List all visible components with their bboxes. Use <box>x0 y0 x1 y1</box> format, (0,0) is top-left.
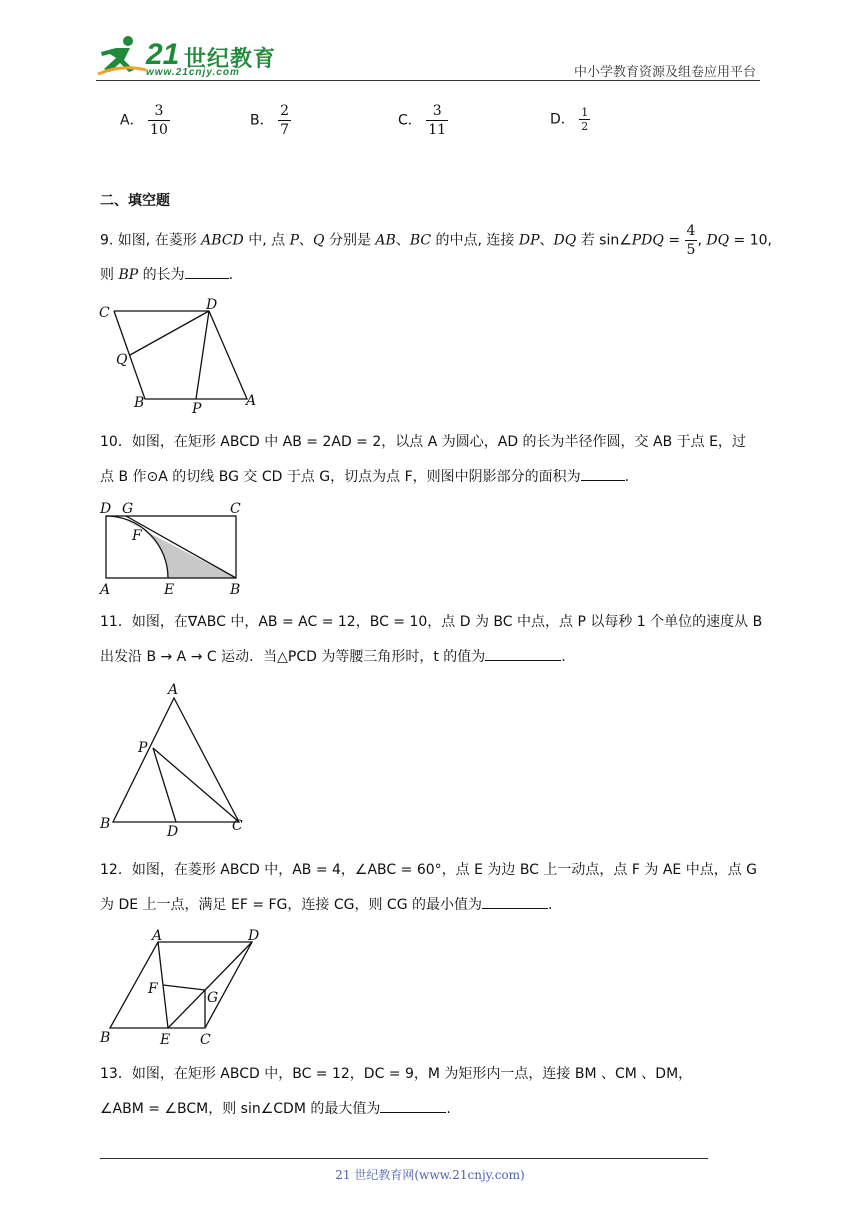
q11-triangle <box>113 698 239 822</box>
q11-label-d: D <box>167 824 179 840</box>
q11-text-line2: 出发沿 B → A → C 运动．当△PCD 为等腰三角形时，t 的值为 . <box>100 646 566 667</box>
q8-option-c: C． $\frac{3}{11}$ <box>398 103 447 138</box>
q12-text-line1: 12．如图，在菱形 ABCD 中，AB = 4，∠ABC = 60°，点 E 为边 BC 上一动点，点 F 为 AE 中点，点 G <box>100 862 757 878</box>
q12-figure <box>96 926 276 1050</box>
q10-label-g: G <box>122 501 134 517</box>
logo-text: 世纪教育 <box>184 47 277 72</box>
q12-text-line2: 为 DE 上一点，满足 EF = FG，连接 CG，则 CG 的最小值为 . <box>100 894 552 915</box>
q10-label-b: B <box>230 582 241 598</box>
logo-number: 21 <box>146 38 180 71</box>
q9-label-q: Q <box>116 352 128 368</box>
q10-label-d: D <box>100 501 112 517</box>
q10-arc <box>106 516 168 578</box>
q12-label-d: D <box>248 928 260 944</box>
answer-blank <box>581 466 625 481</box>
answer-blank <box>482 894 548 909</box>
q11-segment-pc <box>153 748 239 822</box>
q11-label-b: B <box>100 816 111 832</box>
q13-text-line1: 13．如图，在矩形 ABCD 中，BC = 12，DC = 9，M 为矩形内一点，连接 BM 、CM 、DM， <box>100 1066 693 1082</box>
footer-text: 21 世纪教育网(www.21cnjy.com) <box>335 1168 525 1182</box>
q13-text-line2: ∠ABM = ∠BCM，则 sin∠CDM 的最大值为 . <box>100 1098 451 1119</box>
q11-label-p: P <box>138 740 148 756</box>
q9-rhombus <box>114 311 247 399</box>
q11-segment-pd <box>153 748 176 822</box>
q9-label-a: A <box>246 393 257 409</box>
q8-option-a: A． $\frac{3}{10}$ <box>120 103 168 138</box>
q10-label-f: F <box>132 528 142 544</box>
q10-label-c: C <box>230 501 241 517</box>
q9-label-b: B <box>134 395 145 411</box>
q10-text-line2: 点 B 作⊙A 的切线 BG 交 CD 于点 G，切点为点 F，则图中阴影部分的面积为 . <box>100 466 629 487</box>
footer-divider <box>100 1158 708 1159</box>
q10-text-line1: 10．如图，在矩形 ABCD 中 AB = 2AD = 2，以点 A 为圆心，AD 的长为半径作圆，交 AB 于点 E，过 <box>100 434 746 450</box>
q9-label-c: C <box>99 305 110 321</box>
q9-label-p: P <box>192 401 202 416</box>
logo-url: www.21cnjy.com <box>146 67 240 78</box>
runner-logo-icon <box>96 34 148 76</box>
answer-blank <box>380 1098 446 1113</box>
q8-option-b: B． $\frac{2}{7}$ <box>250 103 289 138</box>
q9-label-d: D <box>206 297 218 313</box>
q10-shaded-region <box>126 521 236 578</box>
q9-segment-dp <box>196 311 209 399</box>
q8-option-d: D． $\frac{1}{2}$ <box>550 106 589 133</box>
q12-label-c: C <box>200 1032 211 1048</box>
q10-label-e: E <box>164 582 175 598</box>
answer-blank <box>485 646 561 661</box>
q12-label-g: G <box>207 990 219 1006</box>
q11-figure <box>96 680 256 840</box>
q10-figure <box>96 498 256 598</box>
q12-label-e: E <box>160 1032 171 1048</box>
header-platform-text: 中小学教育资源及组卷应用平台 <box>574 65 757 80</box>
q12-label-b: B <box>100 1030 111 1046</box>
section-title: 二、填空题 <box>100 193 170 209</box>
q10-label-a: A <box>100 582 111 598</box>
q11-label-c: C <box>232 818 243 834</box>
q12-label-a: A <box>152 928 163 944</box>
q9-segment-dq <box>130 311 209 355</box>
header-divider <box>96 80 760 81</box>
q12-segment-fg <box>163 985 205 990</box>
q11-text-line1: 11．如图，在∇ABC 中，AB = AC = 12，BC = 10，点 D 为 BC 中点，点 P 以每秒 1 个单位的速度从 B <box>100 614 763 630</box>
q12-segment-de <box>168 942 252 1028</box>
answer-blank <box>185 264 229 279</box>
q9-text-line2: 则 BP 的长为 . <box>100 264 233 285</box>
q12-label-f: F <box>148 981 158 997</box>
q9-figure <box>96 296 266 416</box>
q9-text-line1: 9. 如图, 在菱形 ABCD 中, 点 P、Q 分别是 AB、BC 的中点, 连接 DP、DQ 若 sin∠PDQ = $\frac{4}{5}$ , DQ = 10, <box>100 223 772 258</box>
q11-label-a: A <box>168 682 179 698</box>
